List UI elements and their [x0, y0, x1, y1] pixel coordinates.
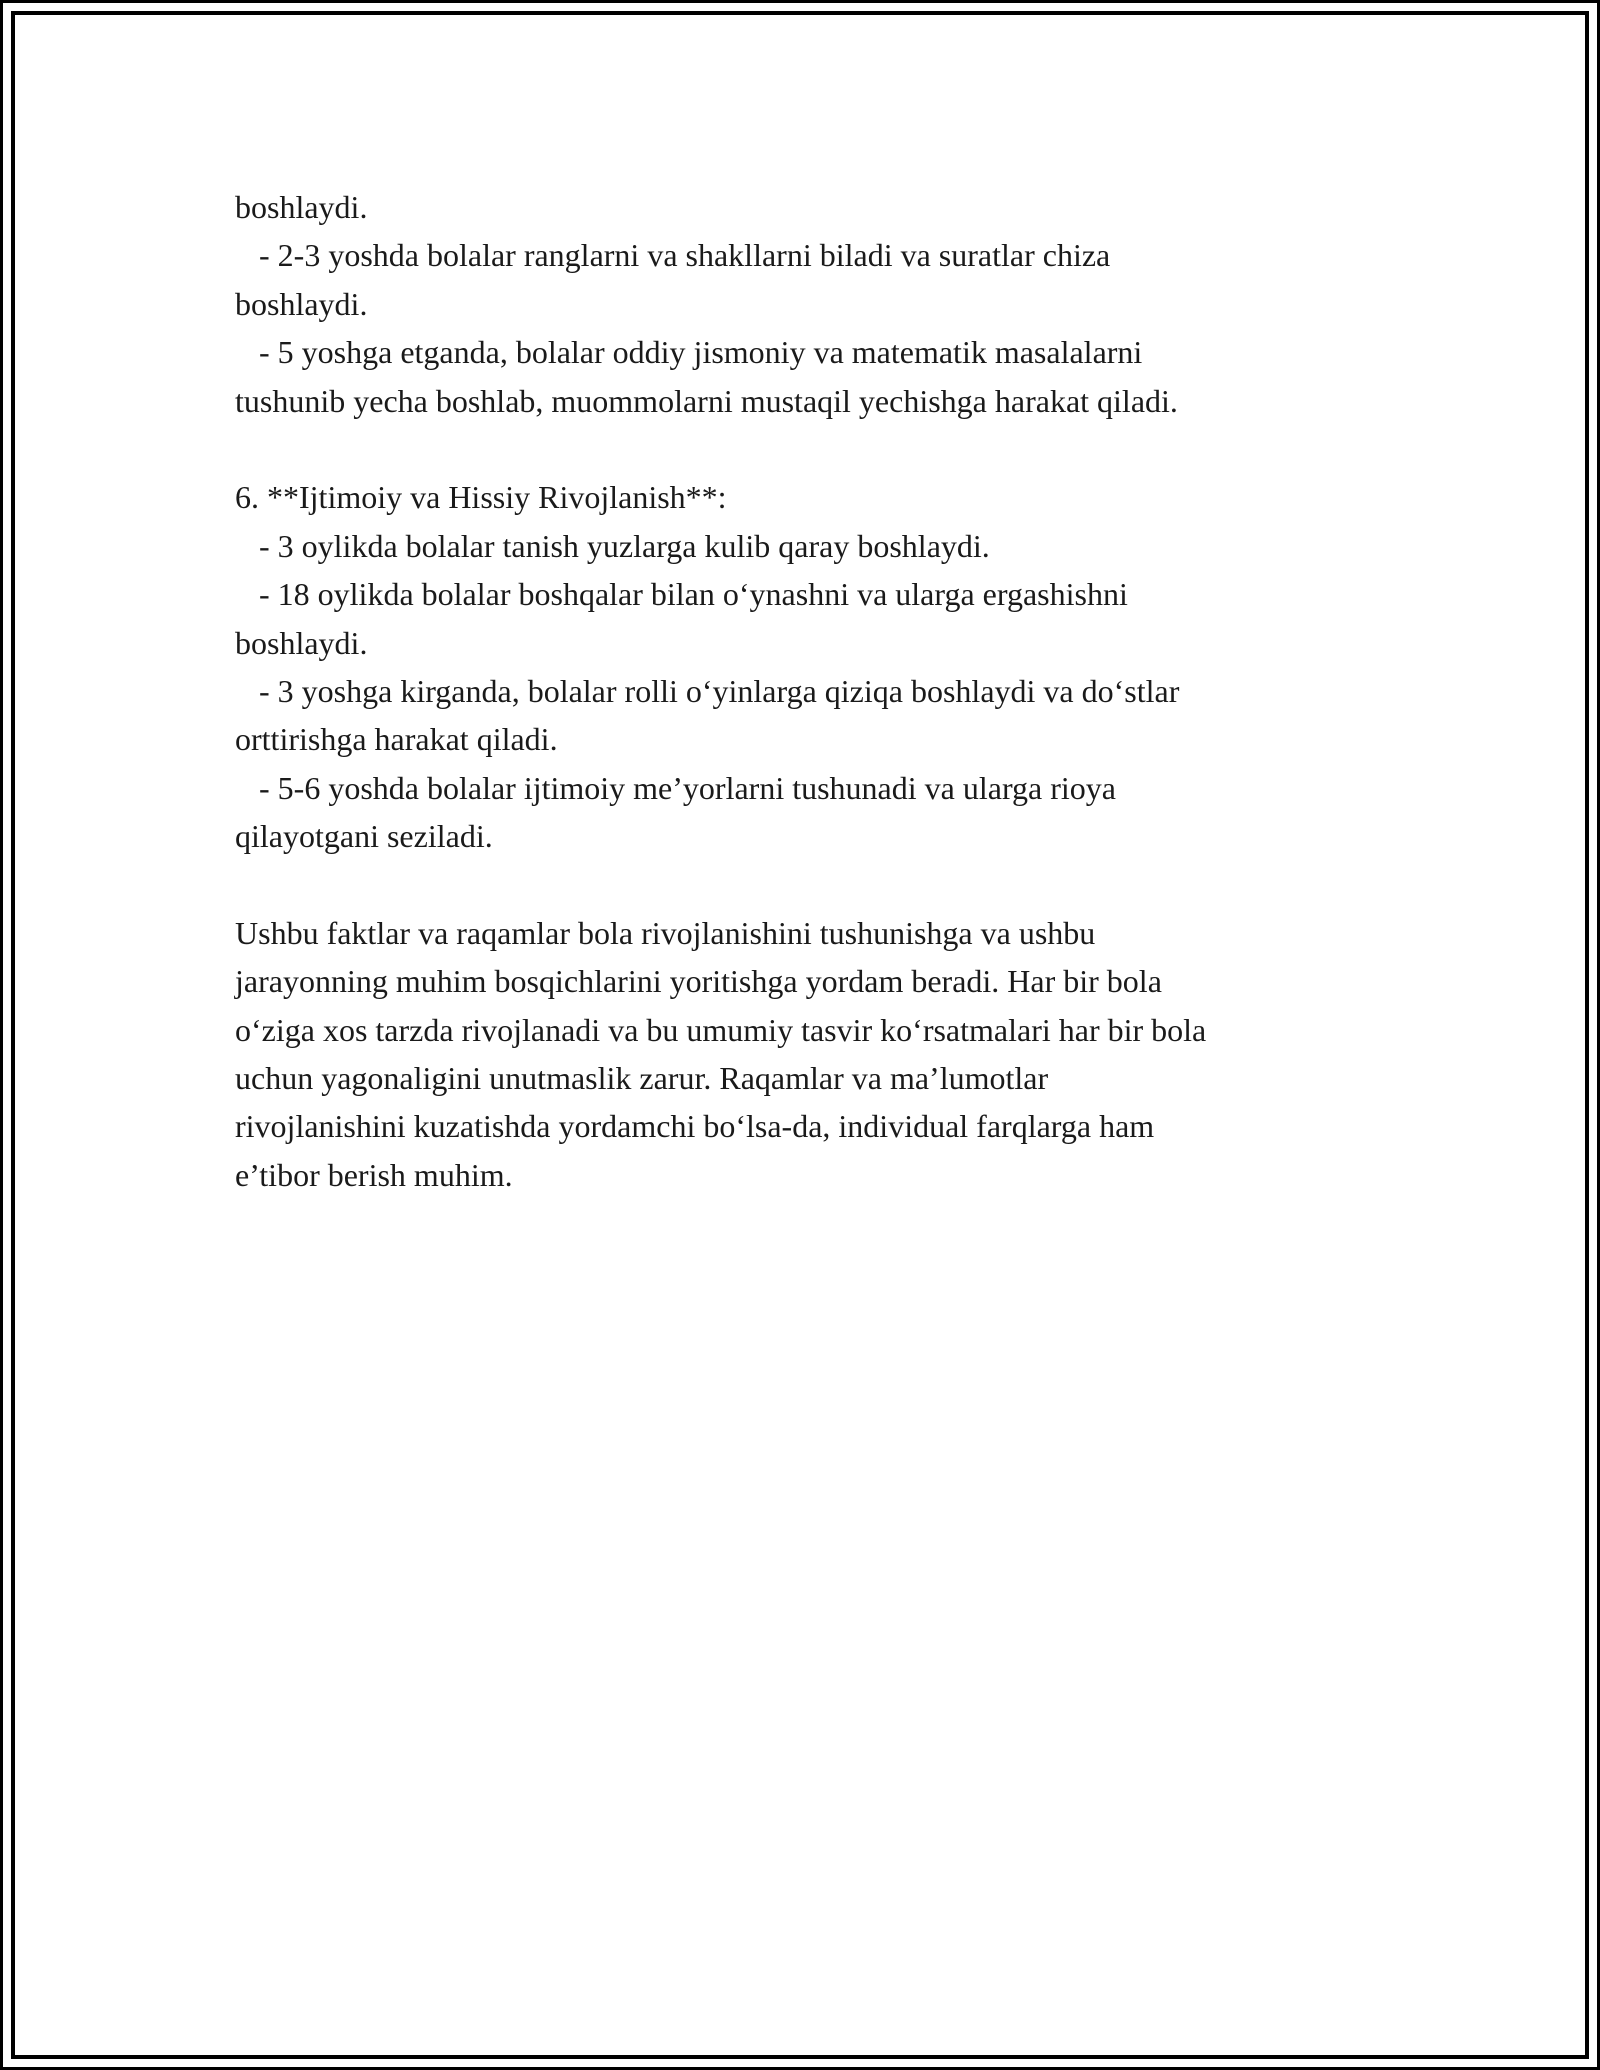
- text-line: boshlaydi.: [235, 285, 368, 322]
- text-line: qilayotgani seziladi.: [235, 818, 493, 855]
- document-body: [235, 183, 1375, 1199]
- text-line: e’tibor berish muhim.: [235, 1156, 513, 1193]
- text-line: tushunib yecha boshlab, muommolarni mustaqil yechishga harakat qiladi.: [235, 382, 1178, 419]
- text-line: Ushbu faktlar va raqamlar bola rivojlanishini tushunishga va ushbu: [235, 914, 1096, 951]
- list-item: - 5-6 yoshda bolalar ijtimoiy me’yorlarni tushunadi va ularga rioya: [235, 769, 1116, 806]
- text-line: boshlaydi.: [235, 189, 368, 225]
- section-heading: 6. **Ijtimoiy va Hissiy Rivojlanish**:: [235, 479, 727, 516]
- list-item: - 3 yoshga kirganda, bolalar rolli oʻyinlarga qiziqa boshlaydi va doʻstlar: [235, 672, 1180, 709]
- list-item: - 5 yoshga etganda, bolalar oddiy jismoniy va matematik masalalarni: [235, 334, 1143, 371]
- text-line: oʻziga xos tarzda rivojlanadi va bu umumiy tasvir koʻrsatmalari har bir bola: [235, 1011, 1207, 1048]
- text-line: uchun yagonaligini unutmaslik zarur. Raqamlar va ma’lumotlar: [235, 1060, 1049, 1097]
- list-item: - 18 oylikda bolalar boshqalar bilan oʻynashni va ularga ergashishni: [235, 576, 1128, 613]
- list-item: - 2-3 yoshda bolalar ranglarni va shakllarni biladi va suratlar chiza: [235, 237, 1111, 274]
- paragraph-gap: [235, 425, 1375, 473]
- text-line: boshlaydi.: [235, 624, 368, 661]
- text-line: jarayonning muhim bosqichlarini yoritishga yordam beradi. Har bir bola: [235, 963, 1162, 1000]
- paragraph-gap: [235, 860, 1375, 908]
- list-item: - 3 oylikda bolalar tanish yuzlarga kulib qaray boshlaydi.: [235, 527, 990, 564]
- text-line: rivojlanishini kuzatishda yordamchi boʻlsa-da, individual farqlarga ham: [235, 1108, 1155, 1145]
- conclusion-paragraph: [235, 909, 1375, 1199]
- section-6: [235, 473, 1375, 860]
- text-line: orttirishga harakat qiladi.: [235, 721, 558, 758]
- continuation-block: [235, 183, 1375, 425]
